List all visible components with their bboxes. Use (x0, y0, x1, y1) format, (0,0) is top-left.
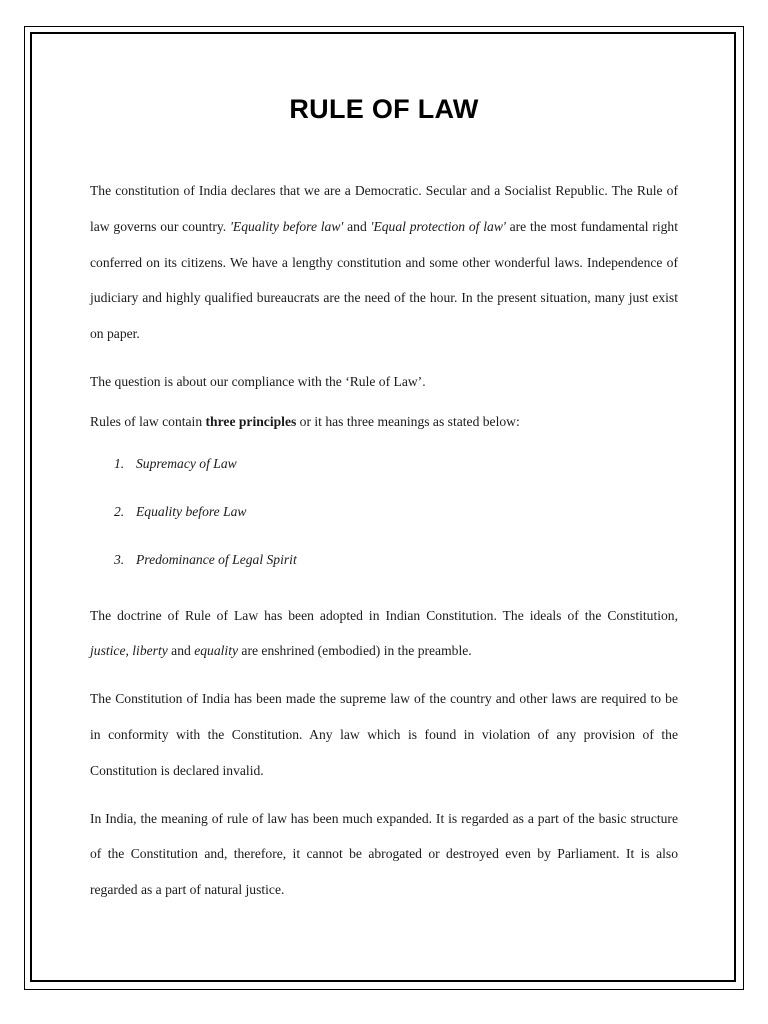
list-item-number: 2. (114, 503, 125, 519)
doctrine-emphasis-justice: justice, liberty (90, 643, 168, 659)
principles-list (90, 454, 678, 570)
paragraph-doctrine (90, 598, 678, 670)
principles-text-b: or it has three meanings as stated below: (296, 413, 520, 429)
paragraph-question: The question is about our compliance with the ‘Rule of Law’. (90, 373, 426, 389)
intro-text-c: are the most fundamental right conferred on its citizens. We have a lengthy constitution and some other wonderful laws. Independence of judiciary and highly qualified bureaucrats are the need of the hour. In the present situation, many just exist on paper. (90, 218, 679, 342)
doctrine-text-b: and (167, 643, 195, 659)
paragraph-intro (90, 173, 678, 352)
principles-bold: three principles (205, 413, 297, 429)
list-item-number: 1. (114, 455, 125, 471)
document-body (90, 86, 678, 920)
doctrine-emphasis-equality: equality (194, 643, 239, 659)
paragraph-expanded-meaning: In India, the meaning of rule of law has been much expanded. It is regarded as a part of the basic structure of the Constitution and, therefore, it cannot be abrogated or destroyed even by Parliament. It is also regarded as a part of natural justice. (90, 810, 678, 898)
list-item (90, 502, 678, 522)
document-title: RULE OF LAW (289, 94, 479, 124)
intro-text-a: The constitution of India declares that we are a Democratic. Secular and a Socialist Republic. The Rule of law governs our country. (90, 183, 678, 234)
paragraph-supreme-law: The Constitution of India has been made the supreme law of the country and other laws are required to be in conformity with the Constitution. Any law which is found in violation of any provision of the Constitution is declared invalid. (90, 691, 678, 778)
intro-emphasis-protection: 'Equal protection of law' (370, 218, 506, 234)
list-item-text: Predominance of Legal Spirit (136, 551, 297, 567)
principles-text-a: Rules of law contain (90, 413, 206, 429)
list-item-text: Equality before Law (136, 503, 247, 519)
list-item (90, 550, 678, 570)
doctrine-text-a: The doctrine of Rule of Law has been adopted in Indian Constitution. The ideals of the Constitution, (90, 607, 678, 623)
intro-text-b: and (343, 218, 371, 234)
list-item-number: 3. (114, 551, 125, 567)
paragraph-principles-intro (90, 404, 678, 440)
list-item (90, 454, 678, 474)
list-item-text: Supremacy of Law (136, 455, 237, 471)
intro-emphasis-equality: 'Equality before law' (230, 218, 344, 234)
doctrine-text-c: are enshrined (embodied) in the preamble. (238, 643, 472, 659)
